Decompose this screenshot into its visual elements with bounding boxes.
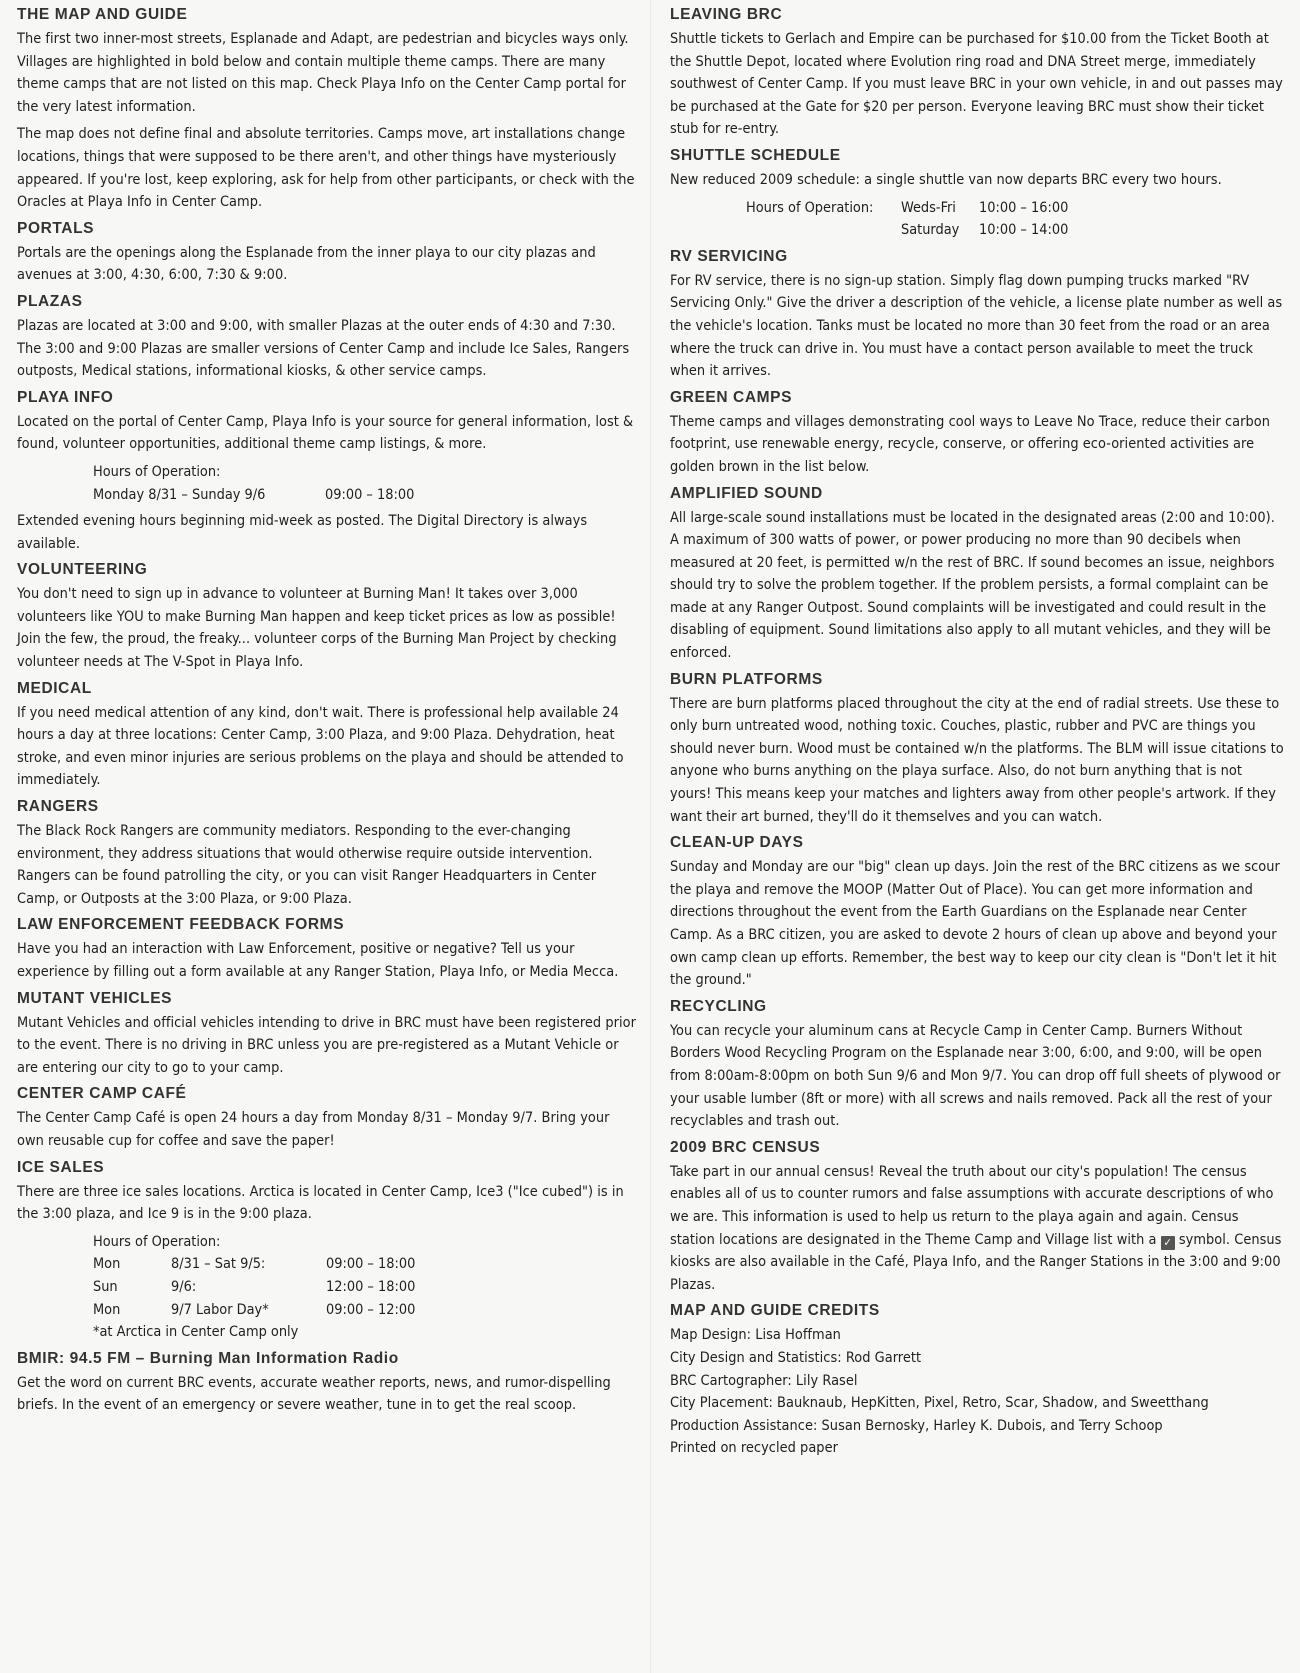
hours-date: 9/6: [171, 1278, 197, 1295]
hours-table [17, 1231, 637, 1344]
section-title: 2009 BRC CENSUS [670, 1138, 821, 1156]
paragraph: Extended evening hours beginning mid-week as posted. The Digital Directory is always available. [17, 513, 588, 552]
section-clean-up-days [670, 834, 1285, 992]
census-text-b: symbol. Census kiosks are also available in the Café, Playa Info, and the Ranger Stations in the 3:00 and 9:00 Plazas. [670, 1231, 1282, 1293]
section-mutant-vehicles [17, 990, 637, 1080]
section-burn-platforms [670, 671, 1285, 829]
paragraph: Shuttle tickets to Gerlach and Empire can be purchased for $10.00 from the Ticket Booth at the Shuttle Depot, located where Evolution ring road and DNA Street merge, immediately southwest of Center Camp. If you must leave BRC in your own vehicle, in and out passes may be purchased at the Gate for $20 per person. Everyone leaving BRC must show their ticket stub for re-entry. [670, 31, 1283, 138]
hours-time: 10:00 – 16:00 [979, 199, 1069, 216]
paragraph: Mutant Vehicles and official vehicles intending to drive in BRC must have been registered prior to the event. There is no driving in BRC unless you are pre-registered as a Mutant Vehicle or are entering our city to go to your camp. [17, 1014, 636, 1076]
hours-note: *at Arctica in Center Camp only [93, 1324, 299, 1341]
paragraph: Located on the portal of Center Camp, Playa Info is your source for general information, lost & found, volunteer opportunities, additional theme camp listings, & more. [17, 413, 634, 453]
section-portals [17, 220, 637, 287]
credit-line: Printed on recycled paper [670, 1440, 838, 1457]
hours-time: 09:00 – 18:00 [325, 486, 415, 503]
section-census [670, 1139, 1285, 1297]
hours-row [93, 1299, 637, 1322]
hours-days: Monday 8/31 – Sunday 9/6 [93, 486, 266, 503]
hours-table [670, 197, 1285, 242]
hours-day: Mon [93, 1256, 121, 1273]
census-text-a: Take part in our annual census! Reveal the truth about our city's population! The census enables all of us to counter rumors and false assumptions with accurate descriptions of who we are. This information is used to help us return to the playa again and again. Census station locations are designated in the Theme Camp and Village list with a [670, 1163, 1274, 1248]
section-ice-sales [17, 1159, 637, 1344]
section-title: RECYCLING [670, 997, 767, 1015]
paragraph: Have you had an interaction with Law Enforcement, positive or negative? Tell us your experience by filling out a form available at any Ranger Station, Playa Info, or Media Mecca. [17, 941, 619, 980]
section-title: SHUTTLE SCHEDULE [670, 146, 841, 164]
section-title: AMPLIFIED SOUND [670, 484, 823, 502]
hours-day: Weds-Fri [901, 199, 956, 216]
section-playa-info [17, 389, 637, 556]
paragraph: The Black Rock Rangers are community mediators. Responding to the ever-changing environment, they address situations that would otherwise require outside intervention. Rangers can be found patrolling the city, or you can visit Ranger Headquarters in Center Camp, or Outposts at the 3:00 Plaza, or 9:00 Plaza. [17, 823, 597, 907]
section-center-camp-cafe [17, 1085, 637, 1152]
section-title: CENTER CAMP CAFÉ [17, 1085, 187, 1103]
section-map-guide [17, 6, 637, 214]
page-fold [650, 0, 652, 1673]
section-recycling [670, 998, 1285, 1133]
hours-day: Saturday [901, 222, 960, 239]
credit-line: Production Assistance: Susan Bernosky, Harley K. Dubois, and Terry Schoop [670, 1417, 1163, 1434]
paragraph: The first two inner-most streets, Esplanade and Adapt, are pedestrian and bicycles ways only. Villages are highlighted in bold below and contain multiple theme camps. There are many theme camps that are not listed on this map. Check Playa Info on the Center Camp portal for the very latest information. [17, 31, 629, 115]
paragraph: Get the word on current BRC events, accurate weather reports, news, and rumor-dispelling briefs. In the event of an emergency or severe weather, tune in to get the real scoop. [17, 1374, 611, 1414]
credit-line: Map Design: Lisa Hoffman [670, 1327, 841, 1344]
section-title: RV SERVICING [670, 247, 788, 265]
section-rangers [17, 798, 637, 910]
left-column [17, 6, 637, 1423]
section-title: MUTANT VEHICLES [17, 989, 173, 1007]
hours-date: 9/7 Labor Day* [171, 1301, 269, 1318]
paragraph: There are three ice sales locations. Arctica is located in Center Camp, Ice3 ("Ice cubed") is in the 3:00 plaza, and Ice 9 is in the 9:00 plaza. [17, 1183, 624, 1223]
section-title: LEAVING BRC [670, 6, 783, 23]
hours-label: Hours of Operation: [93, 1233, 221, 1250]
hours-time: 09:00 – 12:00 [326, 1301, 416, 1318]
paragraph [670, 1161, 1285, 1297]
section-title: PLAZAS [17, 292, 83, 310]
hours-time: 12:00 – 18:00 [326, 1278, 416, 1295]
section-title: ICE SALES [17, 1158, 105, 1176]
section-rv-servicing [670, 248, 1285, 383]
hours-day: Sun [93, 1278, 118, 1295]
hours-table [17, 461, 637, 506]
hours-time: 09:00 – 18:00 [326, 1256, 416, 1273]
paragraph: Plazas are located at 3:00 and 9:00, with smaller Plazas at the outer ends of 4:30 and 7:30. The 3:00 and 9:00 Plazas are smaller versions of Center Camp and include Ice Sales, Rangers outposts, Medical stations, informational kiosks, & other service camps. [17, 317, 630, 380]
section-leaving-brc [670, 6, 1285, 141]
section-title: RANGERS [17, 798, 99, 816]
section-title: MAP AND GUIDE CREDITS [670, 1302, 880, 1320]
section-title: CLEAN-UP DAYS [670, 834, 804, 852]
section-amplified-sound [670, 485, 1285, 665]
hours-row [93, 1276, 637, 1299]
section-green-camps [670, 389, 1285, 479]
right-column [670, 6, 1285, 1466]
checkbox-icon: ✓ [1161, 1236, 1175, 1250]
paragraph: You don't need to sign up in advance to volunteer at Burning Man! It takes over 3,000 volunteers like YOU to make Burning Man happen and keep ticket prices as low as possible! Join the few, the proud, the freaky... volunteer corps of the Burning Man Project by checking volunteer needs at The V-Spot in Playa Info. [17, 586, 617, 671]
hours-day: Mon [93, 1301, 121, 1318]
paragraph: The Center Camp Café is open 24 hours a day from Monday 8/31 – Monday 9/7. Bring your own reusable cup for coffee and save the paper! [17, 1110, 610, 1149]
paragraph: For RV service, there is no sign-up station. Simply flag down pumping trucks marked "RV Servicing Only." Give the driver a description of the vehicle, a license plate number as well as the vehicle's location. Tanks must be located no more than 30 feet from the road or an area where the truck can drive in. You must have a contact person available to meet the truck when it arrives. [670, 272, 1283, 380]
section-title: VOLUNTEERING [17, 561, 148, 579]
paragraph: There are burn platforms placed throughout the city at the end of radial streets. Use these to only burn untreated wood, nothing toxic. Couches, plastic, rubber and PVC are things you should never burn. Wood must be contained w/n the platforms. The BLM will issue citations to anyone who burns anything on the playa surface. Also, do not burn anything that is not yours! This means keep your matches and lighters away from other people's artwork. If they want their art burned, they'll do it themselves and you can watch. [670, 695, 1284, 825]
section-volunteering [17, 561, 637, 673]
section-title: MEDICAL [17, 679, 92, 697]
section-title: LAW ENFORCEMENT FEEDBACK FORMS [17, 916, 345, 934]
hours-time: 10:00 – 14:00 [979, 222, 1069, 239]
section-title: BMIR: 94.5 FM – Burning Man Information Radio [17, 1349, 399, 1367]
paragraph: If you need medical attention of any kind, don't wait. There is professional help available 24 hours a day at three locations: Center Camp, 3:00 Plaza, and 9:00 Plaza. Dehydration, heat stroke, and even minor injuries are serious problems on the playa and should be attended to immediately. [17, 704, 624, 789]
paragraph: The map does not define final and absolute territories. Camps move, art installations change locations, things that were supposed to be there aren't, and other things have mysteriously appeared. If you're lost, keep exploring, ask for help from other participants, or check with the Oracles at Playa Info in Center Camp. [17, 126, 635, 211]
paragraph: Sunday and Monday are our "big" clean up days. Join the rest of the BRC citizens as we scour the playa and remove the MOOP (Matter Out of Place). You can get more information and directions throughout the event from the Earth Guardians on the Esplanade near Center Camp. As a BRC citizen, you are asked to devote 2 hours of clean up above and beyond your own camp clean up efforts. Remember, the best way to keep our city clean is "Don't let it hit the ground." [670, 859, 1280, 989]
hours-label: Hours of Operation: [93, 463, 221, 480]
paragraph: Theme camps and villages demonstrating cool ways to Leave No Trace, reduce their carbon footprint, use renewable energy, recycle, conserve, or offering eco-oriented activities are golden brown in the list below. [670, 413, 1271, 475]
paragraph: Portals are the openings along the Esplanade from the inner playa to our city plazas and avenues at 3:00, 4:30, 6:00, 7:30 & 9:00. [17, 244, 596, 284]
paragraph: All large-scale sound installations must be located in the designated areas (2:00 and 10:00). A maximum of 300 watts of power, or power producing no more than 90 decibels when measured at 20 feet, is permitted w/n the rest of BRC. If sound becomes an issue, neighbors should try to solve the problem together. If the problem persists, a formal complaint can be made at any Ranger Outpost. Sound complaints will be investigated and could result in the disabling of equipment. Sound limitations also apply to all mutant vehicles, and they will be enforced. [670, 509, 1275, 662]
section-title: THE MAP AND GUIDE [17, 6, 188, 23]
credit-line: BRC Cartographer: Lily Rasel [670, 1372, 858, 1389]
paragraph: New reduced 2009 schedule: a single shuttle van now departs BRC every two hours. [670, 171, 1222, 188]
credit-line: City Design and Statistics: Rod Garrett [670, 1349, 922, 1366]
hours-row [93, 1253, 637, 1276]
credit-line: City Placement: Bauknaub, HepKitten, Pixel, Retro, Scar, Shadow, and Sweetthang [670, 1395, 1209, 1412]
section-medical [17, 680, 637, 792]
section-law-enforcement [17, 916, 637, 983]
section-bmir [17, 1350, 637, 1417]
section-credits [670, 1302, 1285, 1460]
section-title: PLAYA INFO [17, 388, 114, 406]
section-title: BURN PLATFORMS [670, 670, 823, 688]
section-title: PORTALS [17, 219, 95, 237]
paragraph: You can recycle your aluminum cans at Recycle Camp in Center Camp. Burners Without Borders Wood Recycling Program on the Esplanade near 3:00, 6:00, and 9:00, will be open from 8:00am-8:00pm on both Sun 9/6 and Mon 9/7. You can drop off full sheets of plywood or your usable lumber (8ft or more) with all screws and nails removed. Pack all the rest of your recyclables and trash out. [670, 1022, 1281, 1130]
section-plazas [17, 293, 637, 383]
section-title: GREEN CAMPS [670, 388, 793, 406]
hours-date: 8/31 – Sat 9/5: [171, 1256, 266, 1273]
hours-label: Hours of Operation: [746, 199, 874, 216]
section-shuttle-schedule [670, 147, 1285, 242]
